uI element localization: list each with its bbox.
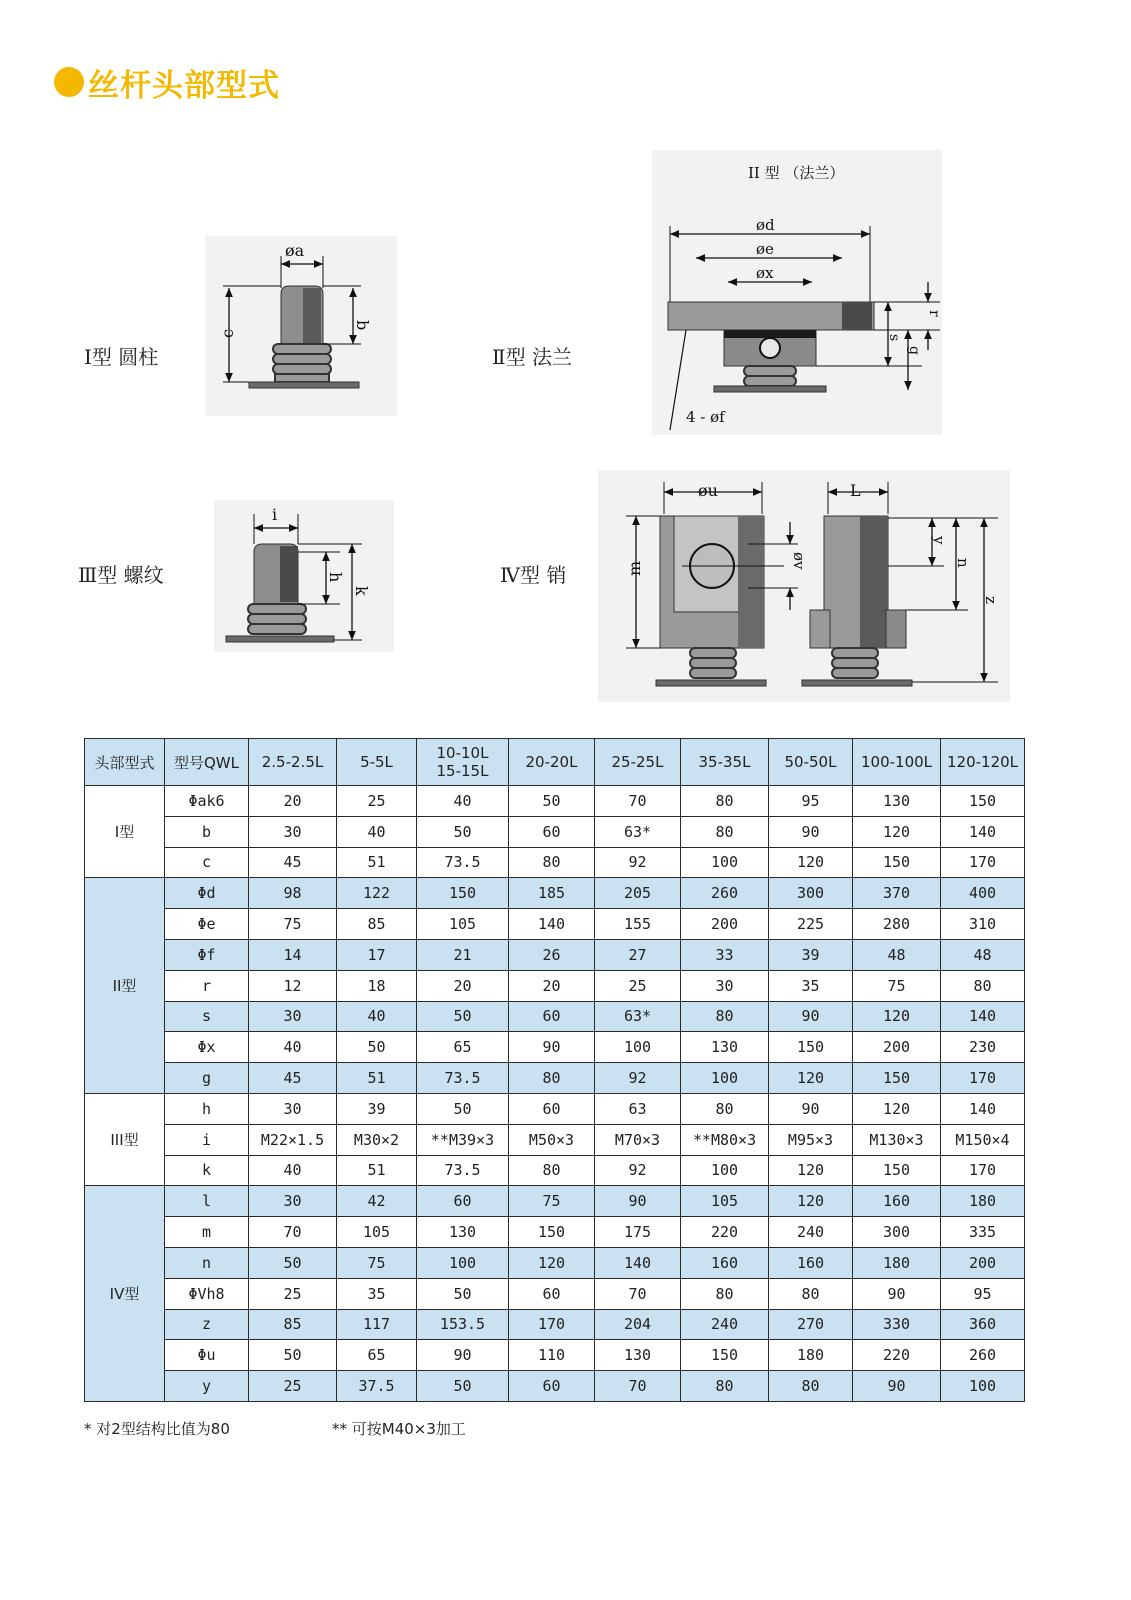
dim-d: ød [756, 216, 775, 234]
param-cell: Φak6 [165, 786, 249, 817]
value-cell: 50 [417, 1093, 509, 1124]
value-cell: 60 [509, 1278, 595, 1309]
value-cell: 45 [249, 1063, 337, 1094]
value-cell: 70 [595, 1278, 681, 1309]
value-cell: 170 [941, 1155, 1025, 1186]
param-cell: Φe [165, 909, 249, 940]
value-cell: M30×2 [337, 1124, 417, 1155]
value-cell: 95 [941, 1278, 1025, 1309]
header-cell: 120-120L [941, 739, 1025, 786]
value-cell: 60 [509, 1371, 595, 1402]
value-cell: 60 [509, 1093, 595, 1124]
dim-s: s [886, 334, 902, 342]
header-line: 10-10L [436, 744, 489, 762]
value-cell: 170 [941, 1063, 1025, 1094]
value-cell: M150×4 [941, 1124, 1025, 1155]
value-cell: 80 [509, 1155, 595, 1186]
param-cell: n [165, 1247, 249, 1278]
value-cell: M95×3 [769, 1124, 853, 1155]
param-cell: Φf [165, 939, 249, 970]
value-cell: 140 [941, 1093, 1025, 1124]
value-cell: 260 [681, 878, 769, 909]
type2-drawing [652, 150, 942, 435]
value-cell: 117 [337, 1309, 417, 1340]
value-cell: 50 [417, 1278, 509, 1309]
value-cell: 80 [769, 1278, 853, 1309]
dim-h: h [326, 572, 345, 583]
header-cell: 35-35L [681, 739, 769, 786]
value-cell: 120 [853, 1093, 941, 1124]
table-row [85, 1063, 1025, 1094]
value-cell: 70 [595, 1371, 681, 1402]
footnote-2: ** 可按M40×3加工 [332, 1420, 466, 1438]
table-row [85, 1186, 1025, 1217]
spec-table [84, 738, 1025, 1402]
param-cell: l [165, 1186, 249, 1217]
type3-drawing [214, 500, 394, 652]
value-cell: 90 [595, 1186, 681, 1217]
value-cell: 230 [941, 1032, 1025, 1063]
table-row [85, 1278, 1025, 1309]
value-cell: 51 [337, 847, 417, 878]
value-cell: 100 [681, 1155, 769, 1186]
value-cell: 130 [595, 1340, 681, 1371]
value-cell: 90 [769, 1093, 853, 1124]
value-cell: 180 [769, 1340, 853, 1371]
value-cell: 370 [853, 878, 941, 909]
value-cell: 140 [595, 1247, 681, 1278]
value-cell: 75 [337, 1247, 417, 1278]
value-cell: 90 [853, 1278, 941, 1309]
value-cell: 330 [853, 1309, 941, 1340]
table-row [85, 878, 1025, 909]
value-cell: 40 [249, 1155, 337, 1186]
table-row [85, 1001, 1025, 1032]
param-cell: h [165, 1093, 249, 1124]
value-cell: 50 [249, 1340, 337, 1371]
value-cell: 400 [941, 878, 1025, 909]
table-row [85, 786, 1025, 817]
value-cell: 92 [595, 1155, 681, 1186]
value-cell: 40 [337, 816, 417, 847]
value-cell: 185 [509, 878, 595, 909]
value-cell: 35 [769, 970, 853, 1001]
dim-f: 4 - øf [686, 408, 725, 426]
value-cell: 42 [337, 1186, 417, 1217]
value-cell: 160 [853, 1186, 941, 1217]
dim-k: k [352, 586, 371, 596]
value-cell: 150 [941, 786, 1025, 817]
value-cell: 92 [595, 847, 681, 878]
param-cell: Φx [165, 1032, 249, 1063]
type4-drawing [598, 470, 1010, 702]
value-cell: 80 [509, 847, 595, 878]
value-cell: M130×3 [853, 1124, 941, 1155]
header-cell [417, 739, 509, 786]
table-row [85, 1217, 1025, 1248]
value-cell: 80 [509, 1063, 595, 1094]
value-cell: 150 [853, 1155, 941, 1186]
header-line: 15-15L [436, 762, 489, 780]
dim-n: n [954, 558, 972, 568]
header-cell: 头部型式 [85, 739, 165, 786]
value-cell: 48 [853, 939, 941, 970]
value-cell: 25 [595, 970, 681, 1001]
value-cell: 155 [595, 909, 681, 940]
value-cell: 120 [769, 1186, 853, 1217]
value-cell: 105 [681, 1186, 769, 1217]
header-cell: 20-20L [509, 739, 595, 786]
value-cell: 100 [417, 1247, 509, 1278]
group-cell: III型 [85, 1093, 165, 1185]
value-cell: 90 [509, 1032, 595, 1063]
value-cell: 150 [853, 847, 941, 878]
param-cell: b [165, 816, 249, 847]
value-cell: 80 [681, 1371, 769, 1402]
value-cell: 150 [509, 1217, 595, 1248]
value-cell: 63* [595, 816, 681, 847]
header-cell: 5-5L [337, 739, 417, 786]
value-cell: 35 [337, 1278, 417, 1309]
value-cell: 120 [853, 1001, 941, 1032]
value-cell: 180 [853, 1247, 941, 1278]
value-cell: 60 [509, 816, 595, 847]
value-cell: 18 [337, 970, 417, 1001]
header-cell: 型号QWL [165, 739, 249, 786]
value-cell: 105 [417, 909, 509, 940]
value-cell: 200 [941, 1247, 1025, 1278]
value-cell: 73.5 [417, 847, 509, 878]
dim-v: øv [790, 552, 808, 570]
value-cell: 90 [769, 816, 853, 847]
value-cell: 39 [337, 1093, 417, 1124]
value-cell: 300 [769, 878, 853, 909]
spec-table-body [85, 786, 1025, 1402]
value-cell: 40 [417, 786, 509, 817]
value-cell: 120 [769, 1155, 853, 1186]
value-cell: M70×3 [595, 1124, 681, 1155]
dim-y: y [930, 536, 948, 545]
param-cell: c [165, 847, 249, 878]
value-cell: 120 [509, 1247, 595, 1278]
value-cell: 205 [595, 878, 681, 909]
table-row [85, 816, 1025, 847]
page-title-text: 丝杆头部型式 [88, 67, 280, 104]
value-cell: 30 [249, 1186, 337, 1217]
table-row [85, 909, 1025, 940]
dim-g: g [906, 346, 922, 355]
param-cell: g [165, 1063, 249, 1094]
value-cell: 140 [941, 1001, 1025, 1032]
table-row [85, 1124, 1025, 1155]
table-row [85, 939, 1025, 970]
value-cell: 100 [941, 1371, 1025, 1402]
param-cell: ΦVh8 [165, 1278, 249, 1309]
value-cell: 60 [417, 1186, 509, 1217]
dim-e: øe [756, 240, 774, 258]
value-cell: 150 [417, 878, 509, 909]
value-cell: 12 [249, 970, 337, 1001]
value-cell: 65 [417, 1032, 509, 1063]
value-cell: 220 [681, 1217, 769, 1248]
value-cell: 27 [595, 939, 681, 970]
value-cell: 30 [681, 970, 769, 1001]
value-cell: 170 [509, 1309, 595, 1340]
value-cell: 100 [681, 847, 769, 878]
value-cell: 150 [769, 1032, 853, 1063]
value-cell: 360 [941, 1309, 1025, 1340]
param-cell: i [165, 1124, 249, 1155]
type1-drawing [205, 236, 397, 416]
header-cell: 50-50L [769, 739, 853, 786]
value-cell: 100 [595, 1032, 681, 1063]
value-cell: 51 [337, 1155, 417, 1186]
value-cell: 80 [681, 816, 769, 847]
value-cell: 80 [941, 970, 1025, 1001]
param-cell: k [165, 1155, 249, 1186]
value-cell: 90 [853, 1371, 941, 1402]
value-cell: 120 [769, 1063, 853, 1094]
value-cell: 180 [941, 1186, 1025, 1217]
param-cell: z [165, 1309, 249, 1340]
value-cell: 37.5 [337, 1371, 417, 1402]
group-cell: II型 [85, 878, 165, 1094]
value-cell: 110 [509, 1340, 595, 1371]
dim-m: m [625, 560, 644, 576]
value-cell: 80 [681, 1001, 769, 1032]
value-cell: 260 [941, 1340, 1025, 1371]
dim-u: øu [698, 481, 718, 500]
value-cell: 100 [681, 1063, 769, 1094]
value-cell: 105 [337, 1217, 417, 1248]
value-cell: 60 [509, 1001, 595, 1032]
dim-a: øa [285, 241, 305, 260]
value-cell: 80 [681, 1093, 769, 1124]
table-row [85, 1309, 1025, 1340]
value-cell: 95 [769, 786, 853, 817]
table-row [85, 1371, 1025, 1402]
value-cell: 130 [417, 1217, 509, 1248]
value-cell: 270 [769, 1309, 853, 1340]
header-cell: 100-100L [853, 739, 941, 786]
dim-L: L [850, 481, 861, 500]
value-cell: 20 [249, 786, 337, 817]
value-cell: 65 [337, 1340, 417, 1371]
value-cell: 90 [769, 1001, 853, 1032]
param-cell: m [165, 1217, 249, 1248]
value-cell: 51 [337, 1063, 417, 1094]
value-cell: 120 [769, 847, 853, 878]
value-cell: 75 [853, 970, 941, 1001]
value-cell: 98 [249, 878, 337, 909]
dim-x: øx [756, 264, 774, 282]
header-cell: 25-25L [595, 739, 681, 786]
value-cell: **M80×3 [681, 1124, 769, 1155]
value-cell: 160 [769, 1247, 853, 1278]
value-cell: 45 [249, 847, 337, 878]
type3-label: Ⅲ型 螺纹 [78, 563, 164, 587]
value-cell: 150 [853, 1063, 941, 1094]
value-cell: 175 [595, 1217, 681, 1248]
value-cell: 220 [853, 1340, 941, 1371]
value-cell: 50 [417, 1371, 509, 1402]
value-cell: 92 [595, 1063, 681, 1094]
value-cell: 21 [417, 939, 509, 970]
value-cell: 280 [853, 909, 941, 940]
value-cell: 50 [249, 1247, 337, 1278]
value-cell: 50 [417, 1001, 509, 1032]
param-cell: Φd [165, 878, 249, 909]
value-cell: 90 [417, 1340, 509, 1371]
value-cell: 225 [769, 909, 853, 940]
value-cell: 14 [249, 939, 337, 970]
value-cell: 120 [853, 816, 941, 847]
param-cell: Φu [165, 1340, 249, 1371]
value-cell: 170 [941, 847, 1025, 878]
value-cell: 310 [941, 909, 1025, 940]
value-cell: M22×1.5 [249, 1124, 337, 1155]
param-cell: s [165, 1001, 249, 1032]
value-cell: 75 [509, 1186, 595, 1217]
type2-label: Ⅱ型 法兰 [492, 345, 572, 369]
table-row [85, 1093, 1025, 1124]
page-title [54, 60, 280, 104]
bullet-dot-icon [54, 67, 84, 97]
value-cell: 150 [681, 1340, 769, 1371]
table-row [85, 970, 1025, 1001]
value-cell: 70 [249, 1217, 337, 1248]
value-cell: 75 [249, 909, 337, 940]
value-cell: 80 [681, 1278, 769, 1309]
value-cell: 122 [337, 878, 417, 909]
value-cell: 50 [417, 816, 509, 847]
value-cell: 26 [509, 939, 595, 970]
value-cell: 140 [509, 909, 595, 940]
value-cell: 40 [337, 1001, 417, 1032]
value-cell: 39 [769, 939, 853, 970]
value-cell: 70 [595, 786, 681, 817]
group-cell: I型 [85, 786, 165, 878]
value-cell: 50 [337, 1032, 417, 1063]
value-cell: **M39×3 [417, 1124, 509, 1155]
header-cell: 2.5-2.5L [249, 739, 337, 786]
value-cell: 63* [595, 1001, 681, 1032]
value-cell: 80 [681, 786, 769, 817]
dim-b: b [353, 320, 372, 331]
value-cell: 80 [769, 1371, 853, 1402]
dim-c: c [218, 329, 237, 338]
value-cell: 20 [509, 970, 595, 1001]
value-cell: 73.5 [417, 1155, 509, 1186]
value-cell: 33 [681, 939, 769, 970]
value-cell: 73.5 [417, 1063, 509, 1094]
dim-z: z [982, 596, 1000, 604]
value-cell: 335 [941, 1217, 1025, 1248]
value-cell: M50×3 [509, 1124, 595, 1155]
dim-r: r [926, 310, 942, 317]
table-row [85, 847, 1025, 878]
table-row [85, 1247, 1025, 1278]
value-cell: 30 [249, 1001, 337, 1032]
type2-caption: II 型 （法兰） [748, 164, 845, 182]
value-cell: 204 [595, 1309, 681, 1340]
value-cell: 85 [337, 909, 417, 940]
value-cell: 25 [249, 1371, 337, 1402]
value-cell: 153.5 [417, 1309, 509, 1340]
param-cell: r [165, 970, 249, 1001]
value-cell: 160 [681, 1247, 769, 1278]
value-cell: 30 [249, 816, 337, 847]
footnote-1: * 对2型结构比值为80 [84, 1420, 230, 1438]
type4-label: Ⅳ型 销 [500, 563, 567, 587]
type1-label: Ⅰ型 圆柱 [84, 345, 159, 369]
value-cell: 240 [769, 1217, 853, 1248]
value-cell: 25 [337, 786, 417, 817]
value-cell: 25 [249, 1278, 337, 1309]
value-cell: 200 [681, 909, 769, 940]
table-row [85, 1155, 1025, 1186]
value-cell: 85 [249, 1309, 337, 1340]
value-cell: 300 [853, 1217, 941, 1248]
value-cell: 48 [941, 939, 1025, 970]
value-cell: 50 [509, 786, 595, 817]
value-cell: 130 [853, 786, 941, 817]
table-row [85, 1340, 1025, 1371]
value-cell: 130 [681, 1032, 769, 1063]
value-cell: 20 [417, 970, 509, 1001]
group-cell: IV型 [85, 1186, 165, 1402]
value-cell: 200 [853, 1032, 941, 1063]
value-cell: 140 [941, 816, 1025, 847]
value-cell: 17 [337, 939, 417, 970]
value-cell: 63 [595, 1093, 681, 1124]
value-cell: 240 [681, 1309, 769, 1340]
dim-i: i [272, 505, 278, 524]
table-row [85, 1032, 1025, 1063]
table-header-row [85, 739, 1025, 786]
value-cell: 30 [249, 1093, 337, 1124]
param-cell: y [165, 1371, 249, 1402]
value-cell: 40 [249, 1032, 337, 1063]
